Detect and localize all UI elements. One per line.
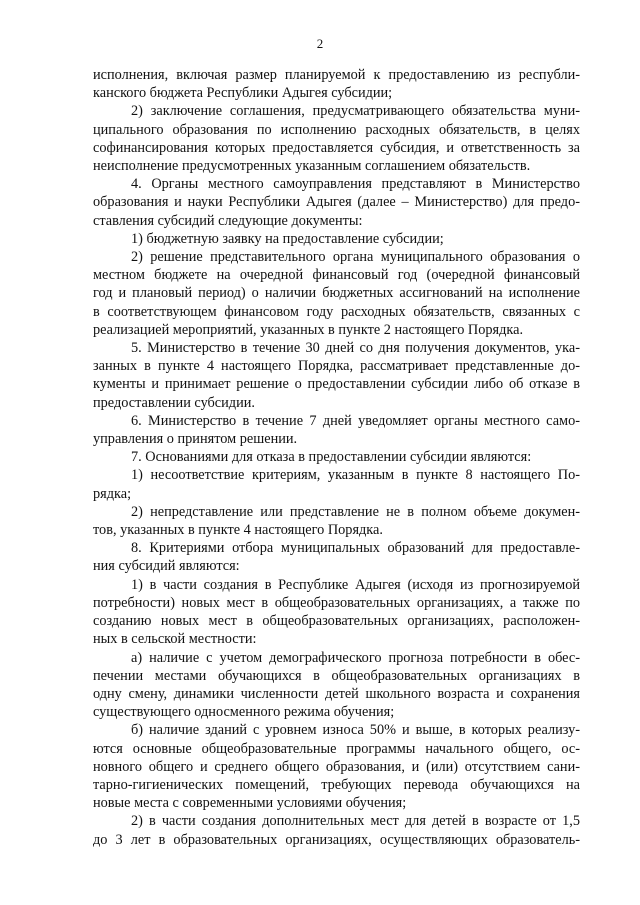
text-line: 2) решение представительного органа муниципального образования о [131, 249, 580, 266]
text-line: местном бюджете на очередной финансовый год (очередной финансовый [93, 267, 580, 284]
paragraph [93, 175, 580, 230]
paragraph [93, 102, 580, 175]
text-line: потребности) новых мест в общеобразовательных организациях, а также по [93, 594, 580, 611]
text-line: исполнения, включая размер планируемой к предоставлению из республи- [93, 67, 580, 83]
paragraph [93, 230, 580, 248]
text-line: 8. Критериями отбора муниципальных образований для предоставле- [131, 540, 580, 557]
text-line: образования и науки Республики Адыгея (далее – Министерство) для предо- [93, 194, 580, 211]
paragraph [93, 448, 580, 466]
text-line: 2) заключение соглашения, предусматривающего обязательства муни- [131, 103, 580, 120]
document-body [93, 66, 580, 849]
text-line: тов, указанных в пункте 4 настоящего Порядка. [93, 522, 383, 539]
text-line: 2) непредставление или представление не в полном объеме докумен- [131, 503, 580, 520]
text-line: неисполнение предусмотренных указанным соглашением обязательств. [93, 158, 531, 175]
text-line: ципального образования по исполнению расходных обязательств, в целях [93, 121, 580, 138]
text-line: новые места с современными условиями обучения; [93, 795, 407, 812]
text-line: 1) в части создания в Республике Адыгея (исходя из прогнозируемой [131, 576, 580, 593]
text-line: 4. Органы местного самоуправления представляют в Министерство [131, 176, 580, 193]
paragraph [93, 248, 580, 339]
paragraph [93, 412, 580, 448]
text-line: 1) несоответствие критериям, указанным в пункте 8 настоящего По- [131, 467, 580, 484]
text-line: тарно-гигиенических помещений, требующих перевода обучающихся на [93, 776, 580, 793]
text-line: 2) в части создания дополнительных мест для детей в возрасте от 1,5 [131, 813, 580, 830]
text-line: одну смену, динамики численности детей школьного возраста и сохранения [93, 685, 580, 702]
text-line: печении местами обучающихся в общеобразовательных организациях в [93, 667, 580, 684]
text-line: год и плановый период) о наличии бюджетных ассигнований на исполнение [93, 285, 580, 302]
text-line: новного общего и среднего общего образования, и (или) отсутствием сани- [93, 758, 580, 775]
text-line: б) наличие зданий с уровнем износа 50% и выше, в которых реализу- [131, 722, 580, 739]
text-line: в соответствующем финансовом году расходных обязательств, связанных с [93, 303, 580, 320]
text-line: до 3 лет в образовательных организациях, осуществляющих образователь- [93, 831, 580, 848]
text-line: реализацией мероприятий, указанных в пункте 2 настоящего Порядка. [93, 321, 524, 338]
text-line: ния субсидий являются: [93, 558, 240, 575]
text-line: занных в пункте 4 настоящего Порядка, рассматривает представленные до- [93, 358, 580, 375]
text-line: а) наличие с учетом демографического прогноза потребности в обес- [131, 649, 580, 666]
text-line: предоставлении субсидии. [93, 394, 255, 411]
paragraph [93, 339, 580, 412]
paragraph [93, 721, 580, 812]
text-line: ставления субсидий следующие документы: [93, 212, 363, 229]
paragraph [93, 539, 580, 575]
page-number: 2 [316, 36, 324, 51]
text-line: существующего односменного режима обучения; [93, 704, 395, 721]
paragraph [93, 576, 580, 649]
paragraph [93, 649, 580, 722]
text-line: 7. Основаниями для отказа в предоставлении субсидии являются: [131, 449, 532, 466]
text-line: софинансирования которых предоставляется субсидия, и ответственность за [93, 139, 580, 156]
paragraph [93, 466, 580, 502]
text-line: ются основные общеобразовательные программы начального общего, ос- [93, 740, 580, 757]
paragraph [93, 812, 580, 848]
text-line: ных в сельской местности: [93, 631, 257, 648]
text-line: управления о принятом решении. [93, 431, 298, 448]
text-line: 6. Министерство в течение 7 дней уведомляет органы местного само- [131, 412, 580, 429]
text-line: 1) бюджетную заявку на предоставление субсидии; [131, 230, 444, 247]
text-line: кументы и принимает решение о предоставлении субсидии либо об отказе в [93, 376, 580, 393]
text-line: 5. Министерство в течение 30 дней со дня получения документов, ука- [131, 340, 580, 357]
paragraph [93, 503, 580, 539]
text-line: рядка; [93, 485, 132, 502]
text-line: созданию новых мест в общеобразовательных организациях, расположен- [93, 613, 580, 630]
paragraph [93, 66, 580, 102]
text-line: канского бюджета Республики Адыгея субсидии; [93, 85, 393, 102]
